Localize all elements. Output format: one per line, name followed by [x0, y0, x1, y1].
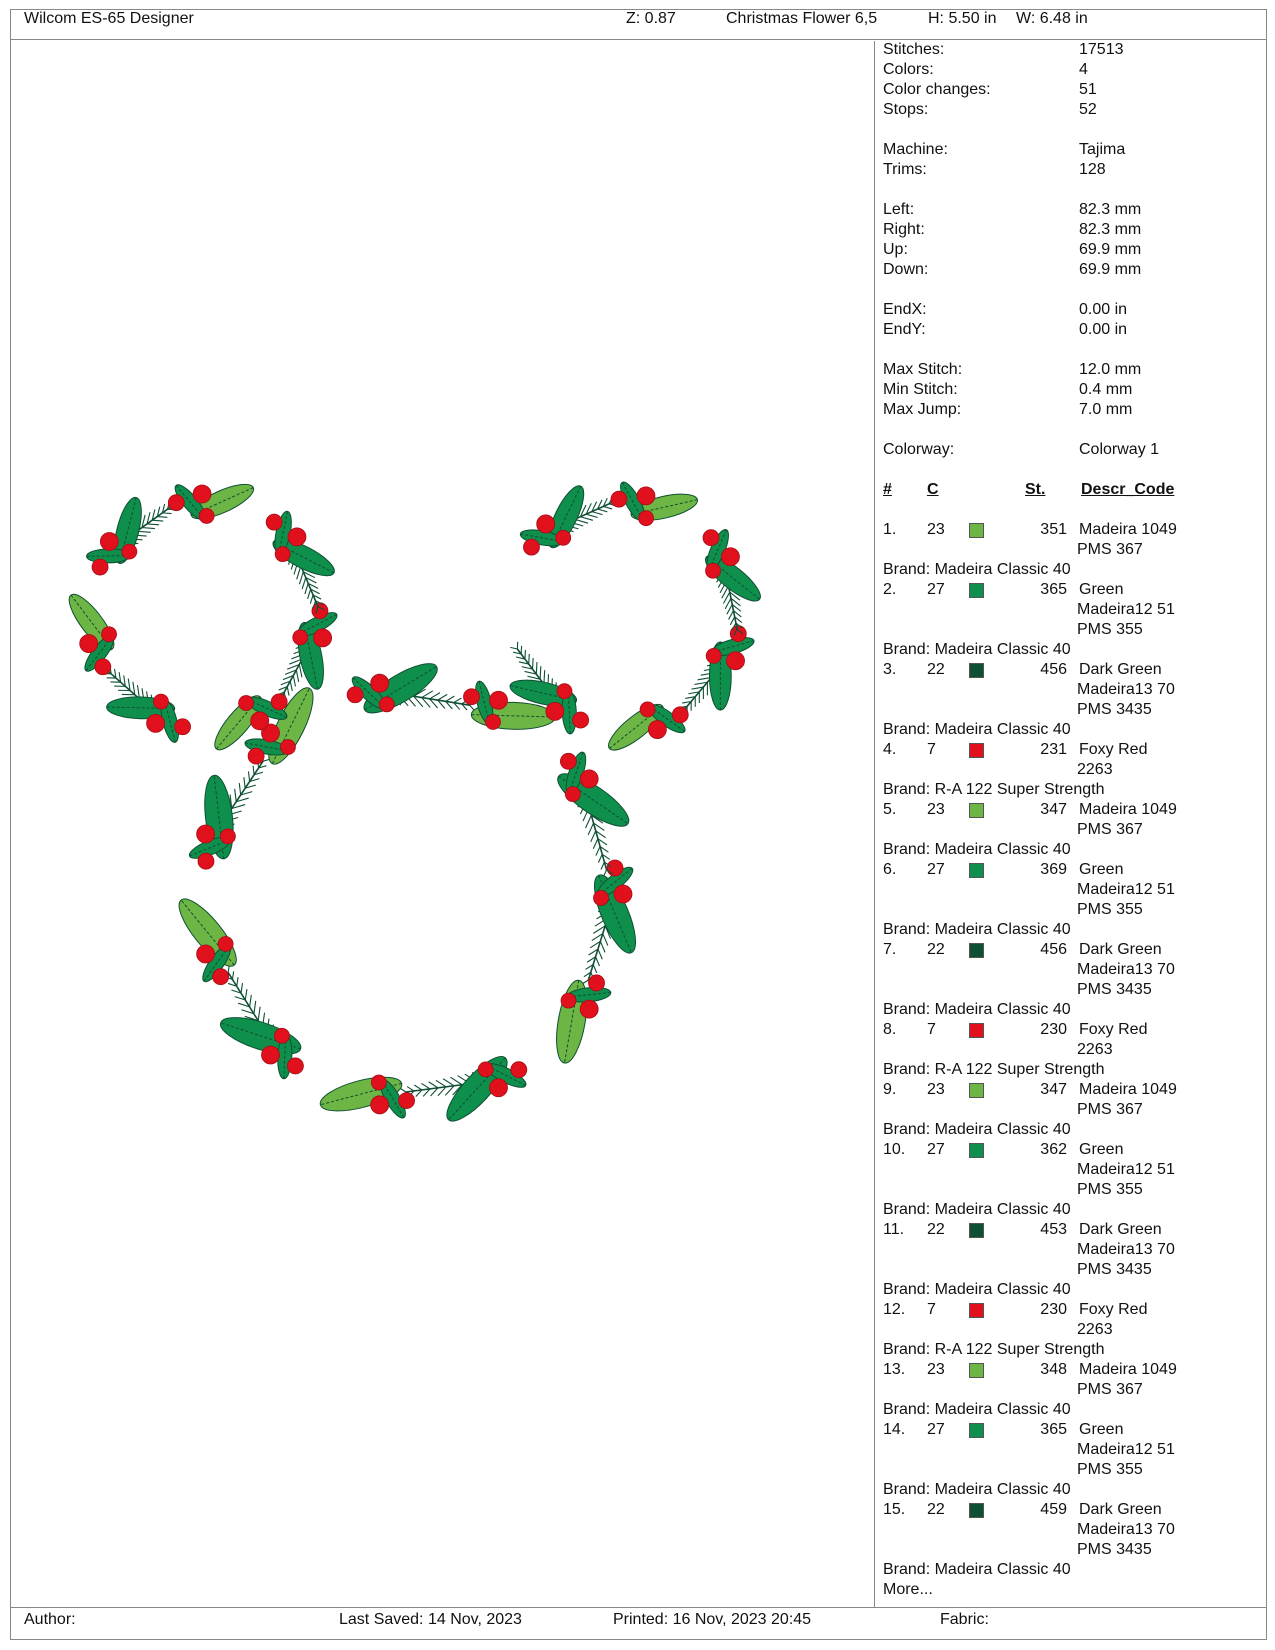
fern-needle — [407, 1087, 414, 1091]
fern-needle — [730, 617, 734, 625]
thread-color-code: 22 — [927, 661, 945, 678]
berry — [199, 508, 214, 523]
thread-brand: Brand: Madeira Classic 40 — [883, 921, 1071, 938]
thread-stitch-count: 347 — [1040, 801, 1067, 818]
berry — [672, 707, 688, 723]
berry — [371, 1075, 386, 1090]
fern-needle — [429, 1082, 438, 1088]
thread-description: Dark Green — [1079, 1221, 1162, 1238]
thread-stitch-count: 230 — [1040, 1301, 1067, 1318]
stat-value: 69.9 mm — [1079, 241, 1142, 258]
thread-swatch — [969, 1503, 984, 1518]
thread-swatch — [969, 1223, 984, 1238]
berry — [198, 853, 214, 869]
stat-label: Color changes: — [883, 81, 991, 98]
stat-value: 82.3 mm — [1079, 221, 1142, 238]
fern-needle — [244, 777, 245, 788]
thread-description: PMS 355 — [1077, 901, 1143, 918]
berry — [239, 696, 254, 711]
stat-value: 0.4 mm — [1079, 381, 1133, 398]
thread-swatch — [969, 943, 984, 958]
fern-needle — [454, 698, 462, 703]
berry — [122, 544, 137, 559]
berry — [611, 491, 627, 507]
stat-label: Machine: — [883, 141, 948, 158]
thread-number: 13. — [883, 1361, 906, 1378]
thread-description: Madeira 1049 — [1079, 521, 1177, 538]
berry — [485, 714, 500, 729]
thread-color-code: 27 — [927, 1421, 945, 1438]
thread-brand: Brand: Madeira Classic 40 — [883, 1001, 1071, 1018]
thread-number: 6. — [883, 861, 897, 878]
thread-number: 14. — [883, 1421, 906, 1438]
berry — [399, 1093, 415, 1109]
fern-needle — [299, 665, 302, 678]
thread-stitch-count: 230 — [1040, 1021, 1067, 1038]
thread-brand: Brand: R-A 122 Super Strength — [883, 1341, 1105, 1358]
berry — [274, 1028, 289, 1043]
design-height: H: 5.50 in — [928, 10, 997, 27]
thread-swatch — [969, 1083, 984, 1098]
thread-stitch-count: 456 — [1040, 661, 1067, 678]
thread-stitch-count: 347 — [1040, 1081, 1067, 1098]
thread-brand: Brand: Madeira Classic 40 — [883, 1561, 1071, 1578]
thread-stitch-count: 369 — [1040, 861, 1067, 878]
fern-needle — [232, 971, 233, 979]
thread-description: Madeira 1049 — [1079, 1361, 1177, 1378]
berry — [546, 702, 564, 720]
berry — [371, 1096, 389, 1114]
thread-description: Foxy Red — [1079, 1021, 1148, 1038]
stat-label: Max Stitch: — [883, 361, 963, 378]
fern-needle — [591, 831, 596, 842]
fern-needle — [586, 514, 598, 517]
stat-label: Trims: — [883, 161, 927, 178]
thread-description: PMS 367 — [1077, 821, 1143, 838]
thread-stitch-count: 348 — [1040, 1361, 1067, 1378]
stat-label: Min Stitch: — [883, 381, 958, 398]
thread-brand: Brand: Madeira Classic 40 — [883, 641, 1071, 658]
berry — [561, 993, 576, 1008]
berry — [511, 1062, 527, 1078]
berry — [706, 563, 721, 578]
fern-needle — [592, 512, 603, 515]
berry — [100, 532, 118, 550]
thread-description: Madeira12 51 — [1077, 881, 1175, 898]
stat-label: Down: — [883, 261, 929, 278]
fern-needle — [290, 681, 292, 691]
berry — [379, 697, 394, 712]
fern-needle — [529, 654, 530, 664]
stat-label: Stitches: — [883, 41, 945, 58]
thread-color-code: 23 — [927, 801, 945, 818]
thread-color-code: 27 — [927, 581, 945, 598]
thread-number: 1. — [883, 521, 897, 538]
thread-number: 5. — [883, 801, 897, 818]
berry — [703, 530, 719, 546]
design-name: Christmas Flower 6,5 — [726, 10, 878, 27]
thread-brand: Brand: Madeira Classic 40 — [883, 721, 1071, 738]
fern-needle — [540, 666, 541, 679]
stat-value: 52 — [1079, 101, 1097, 118]
thread-number: 10. — [883, 1141, 906, 1158]
berry — [607, 860, 623, 876]
thread-stitch-count: 365 — [1040, 1421, 1067, 1438]
fern-needle — [438, 694, 447, 700]
thread-brand: Brand: Madeira Classic 40 — [883, 1121, 1071, 1138]
berry — [537, 515, 555, 533]
fern-needle — [598, 949, 602, 959]
berry — [721, 548, 739, 566]
berry — [464, 689, 480, 705]
stat-value: 51 — [1079, 81, 1097, 98]
fern-needle — [250, 995, 252, 1007]
fern-needle — [245, 989, 247, 1000]
thread-description: Madeira 1049 — [1079, 1081, 1177, 1098]
thread-description: PMS 3435 — [1077, 1541, 1152, 1558]
stat-label: Colors: — [883, 61, 934, 78]
fern-needle — [450, 1077, 462, 1085]
stat-value: 4 — [1079, 61, 1088, 78]
thread-number: 7. — [883, 941, 897, 958]
fern-needle — [727, 604, 732, 614]
thread-description: Madeira13 70 — [1077, 681, 1175, 698]
berry — [347, 687, 363, 703]
thread-description: PMS 355 — [1077, 621, 1143, 638]
fern-needle — [588, 823, 593, 835]
fern-needle — [600, 941, 605, 952]
col-header-st: St. — [1025, 481, 1046, 498]
berry — [80, 635, 98, 653]
thread-brand: Brand: Madeira Classic 40 — [883, 1401, 1071, 1418]
thread-description: 2263 — [1077, 761, 1113, 778]
thread-color-code: 27 — [927, 861, 945, 878]
berry — [220, 829, 235, 844]
header-divider — [10, 39, 1267, 40]
thread-brand: Brand: Madeira Classic 40 — [883, 841, 1071, 858]
berry — [727, 652, 745, 670]
thread-description: 2263 — [1077, 1321, 1113, 1338]
thread-description: 2263 — [1077, 1041, 1113, 1058]
thread-description: PMS 367 — [1077, 1101, 1143, 1118]
fern-needle — [305, 583, 308, 594]
fern-needle — [239, 783, 240, 795]
fern-needle — [593, 839, 598, 849]
fern-needle — [147, 524, 159, 525]
thread-description: Green — [1079, 861, 1124, 878]
stat-value: 17513 — [1079, 41, 1124, 58]
thread-color-code: 23 — [927, 1361, 945, 1378]
stat-label: Left: — [883, 201, 915, 218]
thread-color-code: 7 — [927, 741, 936, 758]
thread-number: 9. — [883, 1081, 897, 1098]
footer-divider — [10, 1607, 1267, 1608]
fern-needle — [414, 1085, 422, 1090]
fern-needle — [533, 658, 534, 669]
thread-swatch — [969, 1023, 984, 1038]
thread-color-code: 22 — [927, 941, 945, 958]
fern-needle — [248, 771, 249, 781]
thread-stitch-count: 453 — [1040, 1221, 1067, 1238]
berry — [706, 648, 721, 663]
thread-description: Dark Green — [1079, 941, 1162, 958]
fern-needle — [421, 1083, 430, 1088]
thread-color-code: 23 — [927, 521, 945, 538]
col-header-c: C — [927, 481, 939, 498]
thread-swatch — [969, 583, 984, 598]
thread-number: 2. — [883, 581, 897, 598]
fern-needle — [253, 766, 254, 775]
fern-needle — [443, 1079, 454, 1086]
stat-value: 82.3 mm — [1079, 201, 1142, 218]
fern-needle — [729, 611, 734, 620]
berry — [523, 539, 539, 555]
thread-swatch — [969, 663, 984, 678]
berry — [478, 1062, 493, 1077]
fern-needle — [254, 1001, 256, 1014]
thread-description: PMS 367 — [1077, 1381, 1143, 1398]
fern-needle — [596, 957, 600, 966]
stat-label: Colorway: — [883, 441, 955, 458]
fern-needle — [142, 528, 155, 529]
fern-needle — [603, 506, 612, 509]
thread-description: PMS 355 — [1077, 1461, 1143, 1478]
thread-description: PMS 355 — [1077, 1181, 1143, 1198]
fern-needle — [237, 977, 238, 986]
stat-label: EndX: — [883, 301, 927, 318]
berry — [262, 1046, 280, 1064]
thread-stitch-count: 365 — [1040, 581, 1067, 598]
thread-color-code: 27 — [927, 1141, 945, 1158]
fern-needle — [287, 687, 289, 696]
berry — [489, 691, 507, 709]
stat-value: 7.0 mm — [1079, 401, 1133, 418]
thread-description: Madeira12 51 — [1077, 1441, 1175, 1458]
fern-needle — [446, 696, 455, 701]
berry — [248, 748, 264, 764]
berry — [168, 495, 184, 511]
author-label: Author: — [24, 1611, 76, 1628]
col-header-descr: Descr_Code — [1081, 481, 1175, 498]
fern-needle — [296, 670, 298, 682]
fern-needle — [580, 517, 593, 521]
berry — [280, 740, 295, 755]
col-header-num: # — [883, 481, 892, 498]
thread-description: Dark Green — [1079, 661, 1162, 678]
fern-needle — [586, 815, 592, 828]
berry — [92, 559, 108, 575]
thread-brand: Brand: Madeira Classic 40 — [883, 1281, 1071, 1298]
fern-needle — [422, 691, 433, 698]
berry — [556, 530, 571, 545]
berry — [95, 659, 111, 675]
berry — [288, 528, 306, 546]
berry — [154, 694, 169, 709]
last-saved: Last Saved: 14 Nov, 2023 — [339, 1611, 522, 1628]
stat-value: 0.00 in — [1079, 321, 1128, 338]
berry — [293, 630, 308, 645]
berry — [193, 485, 211, 503]
thread-description: Madeira12 51 — [1077, 1161, 1175, 1178]
thread-swatch — [969, 863, 984, 878]
thread-number: 8. — [883, 1021, 897, 1038]
thread-swatch — [969, 1423, 984, 1438]
berry — [557, 684, 572, 699]
thread-brand: Brand: R-A 122 Super Strength — [883, 781, 1105, 798]
fern-needle — [596, 846, 600, 855]
thread-brand: Brand: Madeira Classic 40 — [883, 561, 1071, 578]
thread-number: 11. — [883, 1221, 905, 1238]
thread-brand: Brand: R-A 122 Super Strength — [883, 1061, 1105, 1078]
thread-description: Foxy Red — [1079, 1301, 1148, 1318]
berry — [560, 753, 576, 769]
berry — [580, 1000, 598, 1018]
stat-value: 0.00 in — [1079, 301, 1128, 318]
thread-description: Madeira 1049 — [1079, 801, 1177, 818]
thread-description: Green — [1079, 1421, 1124, 1438]
thread-description: Dark Green — [1079, 1501, 1162, 1518]
fern-needle — [157, 517, 167, 518]
thread-swatch — [969, 803, 984, 818]
fern-needle — [604, 870, 607, 877]
thread-description: Green — [1079, 1141, 1124, 1158]
thread-description: PMS 367 — [1077, 541, 1143, 558]
thread-description: Madeira12 51 — [1077, 601, 1175, 618]
stat-value: Colorway 1 — [1079, 441, 1160, 458]
berry — [218, 936, 233, 951]
berry — [637, 487, 655, 505]
more-link[interactable]: More... — [883, 1581, 933, 1598]
thread-stitch-count: 456 — [1040, 941, 1067, 958]
berry — [251, 712, 269, 730]
stat-value: Tajima — [1079, 141, 1126, 158]
berry — [565, 787, 580, 802]
berry — [275, 547, 290, 562]
thread-swatch — [969, 1303, 984, 1318]
thread-description: PMS 3435 — [1077, 1261, 1152, 1278]
thread-swatch — [969, 743, 984, 758]
thread-number: 12. — [883, 1301, 906, 1318]
fern-needle — [241, 983, 242, 993]
thread-description: Madeira13 70 — [1077, 961, 1175, 978]
thread-number: 15. — [883, 1501, 906, 1518]
thread-color-code: 23 — [927, 1081, 945, 1098]
printed-date: Printed: 16 Nov, 2023 20:45 — [613, 1611, 812, 1628]
fern-needle — [299, 572, 303, 584]
stat-label: Max Jump: — [883, 401, 962, 418]
thread-description: PMS 3435 — [1077, 701, 1152, 718]
berry — [287, 1058, 303, 1074]
design-width: W: 6.48 in — [1016, 10, 1088, 27]
thread-stitch-count: 231 — [1040, 741, 1067, 758]
thread-description: Green — [1079, 581, 1124, 598]
berry — [271, 694, 287, 710]
thread-stitch-count: 351 — [1040, 521, 1067, 538]
berry — [573, 712, 589, 728]
berry — [489, 1079, 507, 1097]
berry — [147, 714, 165, 732]
berry — [639, 511, 654, 526]
thread-brand: Brand: Madeira Classic 40 — [883, 1481, 1071, 1498]
stat-label: EndY: — [883, 321, 926, 338]
thread-swatch — [969, 1143, 984, 1158]
berry — [197, 945, 215, 963]
fern-needle — [510, 647, 517, 649]
stat-value: 69.9 mm — [1079, 261, 1142, 278]
stat-label: Up: — [883, 241, 908, 258]
thread-description: Foxy Red — [1079, 741, 1148, 758]
thread-swatch — [969, 523, 984, 538]
berry — [175, 719, 191, 735]
berry — [580, 770, 598, 788]
fabric-label: Fabric: — [940, 1611, 989, 1628]
berry — [197, 825, 215, 843]
fern-needle — [293, 676, 295, 687]
fern-needle — [593, 965, 597, 973]
berry — [614, 885, 632, 903]
fern-needle — [603, 934, 608, 946]
stat-value: 12.0 mm — [1079, 361, 1142, 378]
stat-label: Stops: — [883, 101, 929, 118]
fern-needle — [302, 578, 306, 590]
fern-needle — [430, 693, 440, 699]
fern-needle — [152, 520, 163, 521]
fern-needle — [258, 1007, 260, 1021]
thread-description: Madeira13 70 — [1077, 1241, 1175, 1258]
thread-color-code: 7 — [927, 1301, 936, 1318]
berry — [371, 674, 389, 692]
stat-value: 128 — [1079, 161, 1106, 178]
thread-brand: Brand: Madeira Classic 40 — [883, 1201, 1071, 1218]
app-title: Wilcom ES-65 Designer — [24, 10, 194, 27]
berry — [589, 975, 605, 991]
panel-divider — [874, 41, 875, 1608]
fern-needle — [598, 509, 608, 512]
fern-needle — [598, 854, 602, 862]
fern-needle — [162, 513, 171, 514]
thread-color-code: 22 — [927, 1221, 945, 1238]
embroidery-design-preview — [15, 44, 870, 1604]
thread-stitch-count: 459 — [1040, 1501, 1067, 1518]
thread-number: 3. — [883, 661, 897, 678]
thread-color-code: 22 — [927, 1501, 945, 1518]
berry — [640, 702, 655, 717]
fern-needle — [436, 1080, 446, 1087]
fern-needle — [308, 589, 311, 599]
fern-needle — [536, 662, 537, 674]
thread-swatch — [969, 1363, 984, 1378]
thread-color-code: 7 — [927, 1021, 936, 1038]
berry — [648, 721, 666, 739]
thread-stitch-count: 362 — [1040, 1141, 1067, 1158]
berry — [314, 629, 332, 647]
thread-number: 4. — [883, 741, 897, 758]
fern-needle — [601, 862, 604, 869]
fern-needle — [235, 789, 236, 802]
stat-label: Right: — [883, 221, 925, 238]
thread-description: Madeira13 70 — [1077, 1521, 1175, 1538]
thread-description: PMS 3435 — [1077, 981, 1152, 998]
berry — [213, 969, 229, 985]
zoom-level: Z: 0.87 — [626, 10, 676, 27]
fern-needle — [310, 595, 313, 604]
berry — [102, 627, 117, 642]
berry — [266, 514, 282, 530]
berry — [594, 891, 609, 906]
